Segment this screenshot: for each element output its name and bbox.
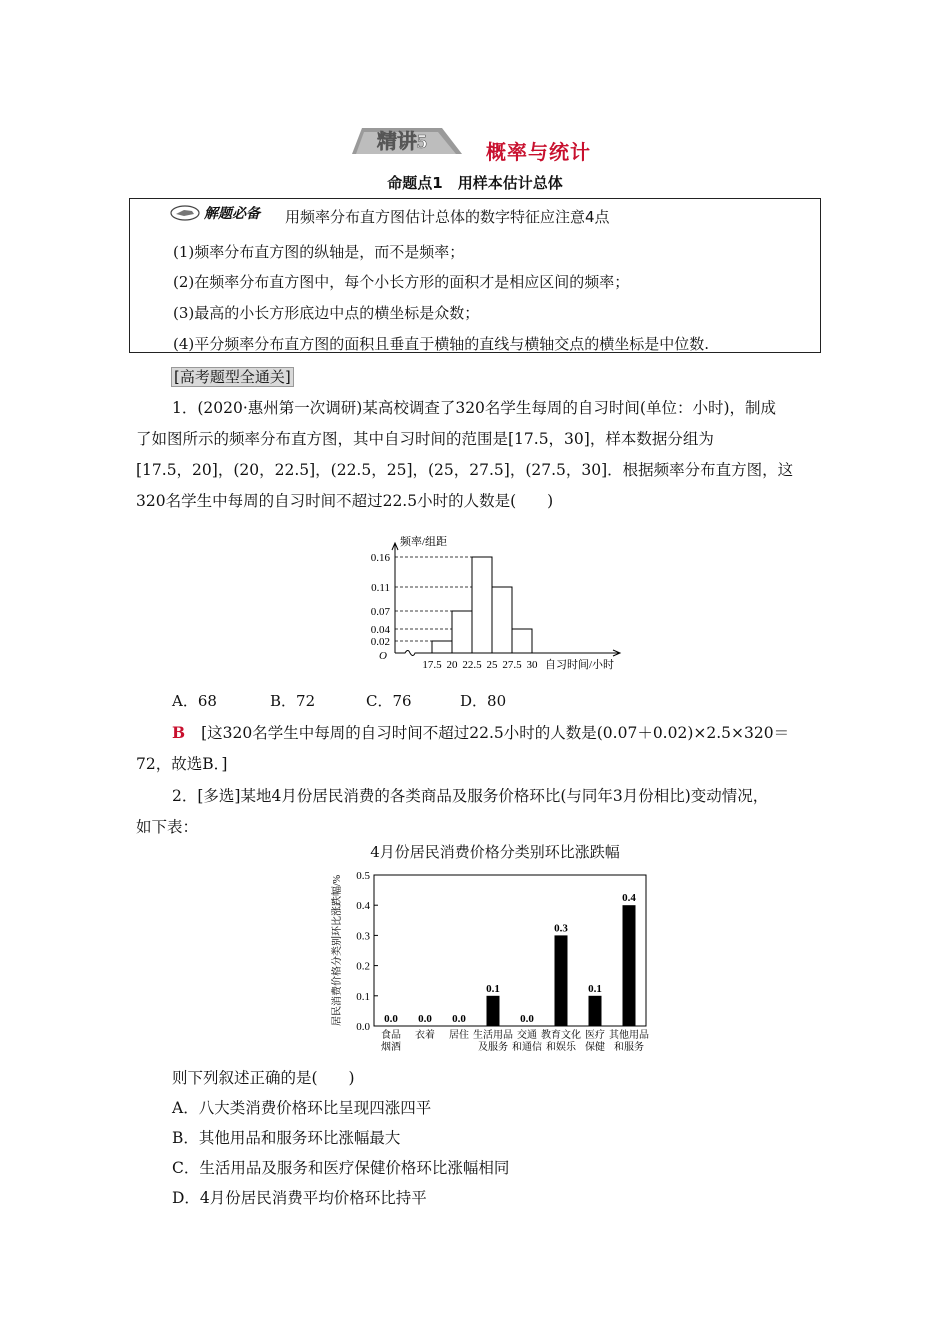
section-subtitle: 命题点1 用样本估计总体 — [387, 174, 563, 192]
data-label: 0.0 — [384, 1013, 398, 1025]
y-tick-label: 0.11 — [371, 582, 390, 594]
category-label: 烟酒 — [381, 1042, 401, 1053]
q2-stem[interactable]: 则下列叙述正确的是( ) — [172, 1069, 355, 1087]
category-label: 保健 — [585, 1042, 605, 1053]
y-axis-label: 居民消费价格分类别环比涨跌幅/% — [332, 874, 343, 1027]
q2-option-d[interactable]: D．4月份居民消费平均价格环比持平 — [172, 1189, 427, 1207]
y-tick-label: 0.0 — [356, 1021, 370, 1033]
x-tick-label: 22.5 — [462, 659, 482, 671]
q2-option-c[interactable]: C．生活用品及服务和医疗保健价格环比涨幅相同 — [172, 1159, 510, 1177]
tip-item: (4)平分频率分布直方图的面积且垂直于横轴的直线与横轴交点的横坐标是中位数. — [173, 335, 710, 353]
y-tick-label: 0.16 — [370, 552, 390, 564]
q1-line: 1．(2020·惠州第一次调研)某高校调查了320名学生每周的自习时间(单位：小时)，制成 — [172, 399, 777, 417]
tip-tag-label: 解题必备 — [204, 206, 260, 222]
category-label: 和服务 — [614, 1042, 644, 1053]
data-label: 0.0 — [520, 1013, 534, 1025]
tip-heading: 用频率分布直方图估计总体的数字特征应注意4点 — [285, 208, 610, 226]
y-axis-label: 频率/组距 — [400, 536, 448, 548]
q1-answer-line — [172, 721, 789, 743]
histogram-bar — [492, 587, 512, 653]
category-label: 和通信 — [512, 1042, 542, 1053]
page-title: 概率与统计 — [486, 140, 591, 164]
tip-item: (2)在频率分布直方图中，每个小长方形的面积才是相应区间的频率； — [173, 273, 630, 291]
q1-answer-letter: B — [172, 723, 186, 742]
data-label: 0.4 — [622, 892, 636, 905]
category-label: 居住 — [449, 1030, 469, 1041]
category-label: 和娱乐 — [546, 1042, 576, 1053]
tip-tag — [170, 204, 260, 222]
section-tag: [高考题型全通关] — [171, 367, 294, 387]
q1-option-b[interactable]: B．72 — [270, 692, 316, 710]
q2-option-a[interactable]: A．八大类消费价格环比呈现四涨四平 — [172, 1099, 432, 1117]
category-label: 医疗 — [585, 1030, 605, 1041]
q2-chart-title: 4月份居民消费价格分类别环比涨跌幅 — [370, 843, 620, 861]
y-tick-label: 0.02 — [370, 636, 390, 648]
category-label: 交通 — [517, 1030, 537, 1041]
x-axis-label: 自习时间/小时 — [545, 659, 615, 671]
x-tick-label: 20 — [446, 659, 458, 671]
histogram-bar — [512, 629, 532, 653]
histogram-bar — [472, 557, 492, 653]
category-label: 衣着 — [415, 1030, 435, 1041]
y-tick-label: 0.07 — [370, 606, 390, 618]
category-label: 教育文化 — [541, 1030, 581, 1041]
q1-option-a[interactable]: A．68 — [172, 692, 217, 710]
banner-text: 精讲5 — [377, 131, 427, 153]
data-bar — [555, 935, 568, 1026]
q1-option-d[interactable]: D．80 — [460, 692, 507, 710]
q1-line: [17.5，20]，(20，22.5]，(22.5，25]，(25，27.5]，(27.5，30]．根据频率分布直方图，这 — [136, 461, 794, 479]
lecture-banner — [352, 124, 462, 156]
histogram-chart — [355, 528, 635, 678]
category-label: 食品 — [381, 1030, 401, 1041]
y-tick-label: 0.1 — [356, 990, 370, 1003]
origin-label: O — [379, 650, 387, 662]
y-tick-label: 0.5 — [356, 870, 370, 882]
histogram-bar — [452, 611, 472, 653]
q1-line: 了如图所示的频率分布直方图，其中自习时间的范围是[17.5，30]，样本数据分组为 — [136, 430, 714, 448]
y-tick-label: 0.4 — [356, 900, 370, 913]
x-tick-label: 17.5 — [422, 659, 442, 671]
data-label: 0.1 — [486, 982, 500, 995]
hand-pointer-icon — [170, 205, 200, 221]
data-bar — [487, 996, 500, 1026]
x-tick-label: 30 — [526, 659, 538, 671]
y-tick-label: 0.04 — [370, 624, 390, 636]
data-label: 0.3 — [554, 922, 568, 935]
x-tick-label: 27.5 — [502, 659, 522, 671]
q1-answer-line-2: 72，故选B．] — [136, 755, 228, 773]
data-label: 0.1 — [588, 982, 602, 995]
x-tick-label: 25 — [486, 659, 498, 671]
category-label: 其他用品 — [609, 1030, 649, 1041]
category-label: 及服务 — [478, 1042, 508, 1053]
q2-option-b[interactable]: B．其他用品和服务环比涨幅最大 — [172, 1129, 401, 1147]
q1-option-c[interactable]: C．76 — [366, 692, 412, 710]
q1-line: 320名学生中每周的自习时间不超过22.5小时的人数是( ) — [136, 492, 554, 510]
y-tick-label: 0.2 — [356, 960, 370, 973]
q2-line: 如下表： — [136, 818, 199, 836]
plot-frame — [374, 875, 646, 1026]
tip-item: (3)最高的小长方形底边中点的横坐标是众数； — [173, 304, 480, 322]
data-label: 0.0 — [418, 1013, 432, 1025]
category-label: 生活用品 — [473, 1030, 513, 1041]
q2-line: 2．[多选]某地4月份居民消费的各类商品及服务价格环比(与同年3月份相比)变动情况， — [172, 787, 769, 805]
histogram-bar — [432, 641, 452, 653]
price-change-bar-chart — [328, 862, 668, 1060]
data-bar — [623, 905, 636, 1026]
y-tick-label: 0.3 — [356, 930, 370, 943]
tip-item: (1)频率分布直方图的纵轴是，而不是频率； — [173, 243, 465, 261]
data-label: 0.0 — [452, 1013, 466, 1025]
q1-answer-text: [这320名学生中每周的自习时间不超过22.5小时的人数是(0.07＋0.02)×2.5×320＝ — [201, 724, 790, 742]
data-bar — [589, 996, 602, 1026]
